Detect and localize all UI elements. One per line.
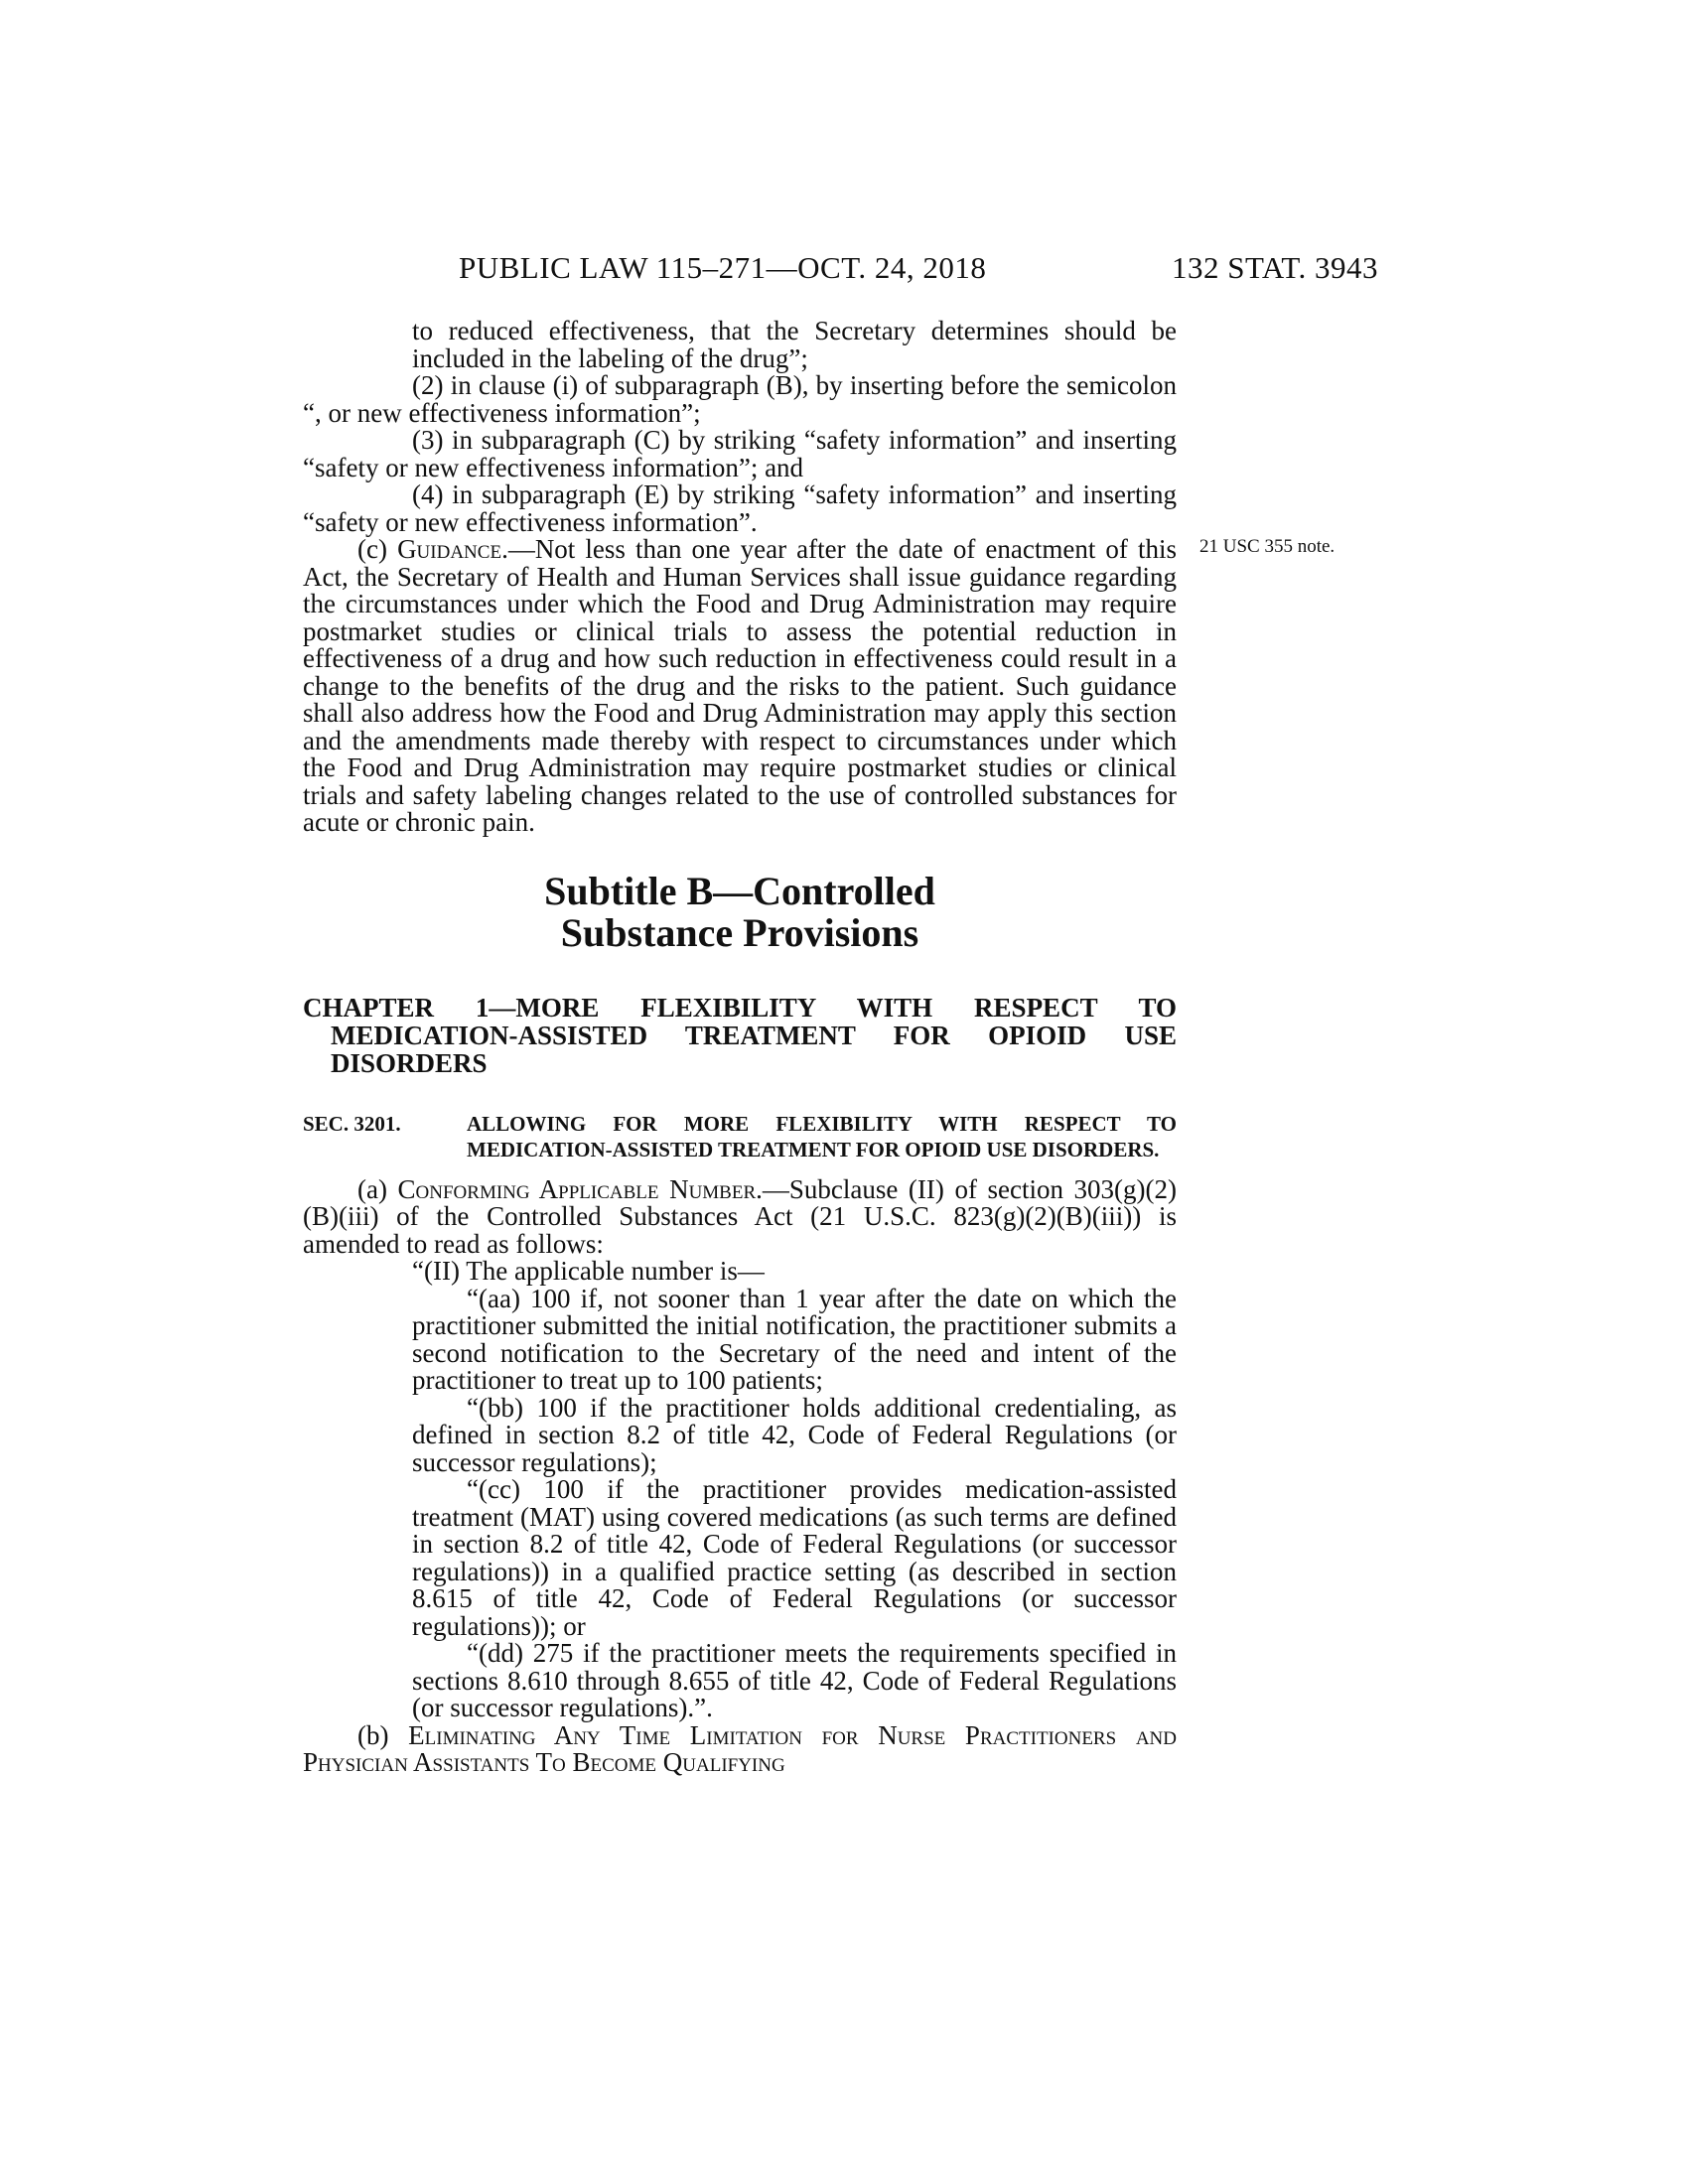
subsection-b	[303, 1719, 1178, 1777]
text-column	[303, 318, 1177, 1777]
subsection-c-guidance	[303, 536, 1177, 837]
section-title: ALLOWING FOR MORE FLEXIBILITY WITH RESPECT TO MEDICATION-ASSISTED TREATMENT FOR OPIOID USE DISORDERS.	[467, 1111, 1177, 1161]
running-head	[298, 250, 1390, 290]
section-number: SEC. 3201.	[303, 1111, 401, 1136]
item-bb: “(bb) 100 if the practitioner holds additional credentialing, as defined in section 8.2 of title 42, Code of Federal Regulations (or successor regulations);	[412, 1392, 1177, 1477]
subsection-a-label: (a)	[357, 1173, 398, 1204]
subsection-c-heading: Guidance	[397, 534, 502, 564]
subsection-c-label: (c)	[357, 534, 398, 564]
subsection-c-body: .—Not less than one year after the date of enactment of this Act, the Secretary of Health and Human Services shall issue guidance regarding the circumstances under which the Food and Drug Administration may require postmarket studies or clinical trials to assess the potential reduction in effectiveness of a drug and how such reduction in effectiveness could result in a change to the benefits of the drug and the risks to the patient. Such guidance shall also address how the Food and Drug Administration may apply this section and the amendments made thereby with respect to circumstances under which the Food and Drug Administration may require postmarket studies or clinical trials and safety labeling changes related to the use of controlled substances for acute or chronic pain.	[303, 534, 1177, 837]
subsection-a-body: .—Subclause (II) of section 303(g)(2)(B)(iii) of the Controlled Substances Act (21 U.S.C. 823(g)(2)(B)(iii)) is amended to read as follows:	[303, 1173, 1177, 1259]
subsection-b-label: (b)	[357, 1719, 409, 1750]
item-dd: “(dd) 275 if the practitioner meets the requirements specified in sections 8.610 through 8.655 of title 42, Code of Federal Regulations (or successor regulations).”.	[412, 1638, 1177, 1722]
amendment-item-3: (3) in subparagraph (C) by striking “safety information” and inserting “safety or new effectiveness information”; and	[303, 425, 1177, 482]
amendment-item-4: (4) in subparagraph (E) by striking “safety information” and inserting “safety or new effectiveness information”.	[303, 479, 1177, 537]
section-heading	[303, 1111, 1177, 1162]
subsection-a-heading: Conforming Applicable Number	[397, 1173, 757, 1204]
chapter-heading: CHAPTER 1—MORE FLEXIBILITY WITH RESPECT TO MEDICATION-ASSISTED TREATMENT FOR OPIOID USE DISORDERS	[303, 992, 1177, 1078]
item-cc: “(cc) 100 if the practitioner provides medication-assisted treatment (MAT) using covered medications (as such terms are defined in section 8.2 of title 42, Code of Federal Regulations (or successor regulations)) in a qualified practice setting (as described in section 8.615 of title 42, Code of Federal Regulations (or successor regulations)); or	[412, 1474, 1177, 1641]
public-law-citation: PUBLIC LAW 115–271—OCT. 24, 2018	[459, 250, 987, 285]
subsection-b-heading: Eliminating Any Time Limitation for Nurse Practitioners and Physician Assistants To Become Qualifying	[303, 1719, 1178, 1777]
amendment-item-2: (2) in clause (i) of subparagraph (B), by inserting before the semicolon “, or new effectiveness information”;	[303, 370, 1177, 428]
subtitle-heading: Subtitle B—Controlled Substance Provisions	[544, 868, 935, 955]
paragraph-continuation: to reduced effectiveness, that the Secretary determines should be included in the labeling of the drug”;	[412, 316, 1177, 373]
item-aa: “(aa) 100 if, not sooner than 1 year after the date on which the practitioner submitted the initial notification, the practitioner submits a second notification to the Secretary of the need and intent of the practitioner to treat up to 100 patients;	[412, 1283, 1177, 1395]
margin-note-usc: 21 USC 355 note.	[1199, 536, 1336, 557]
statute-page-number: 132 STAT. 3943	[1171, 250, 1378, 285]
subclause-ii: “(II) The applicable number is—	[412, 1256, 765, 1286]
subsection-a	[303, 1173, 1177, 1259]
